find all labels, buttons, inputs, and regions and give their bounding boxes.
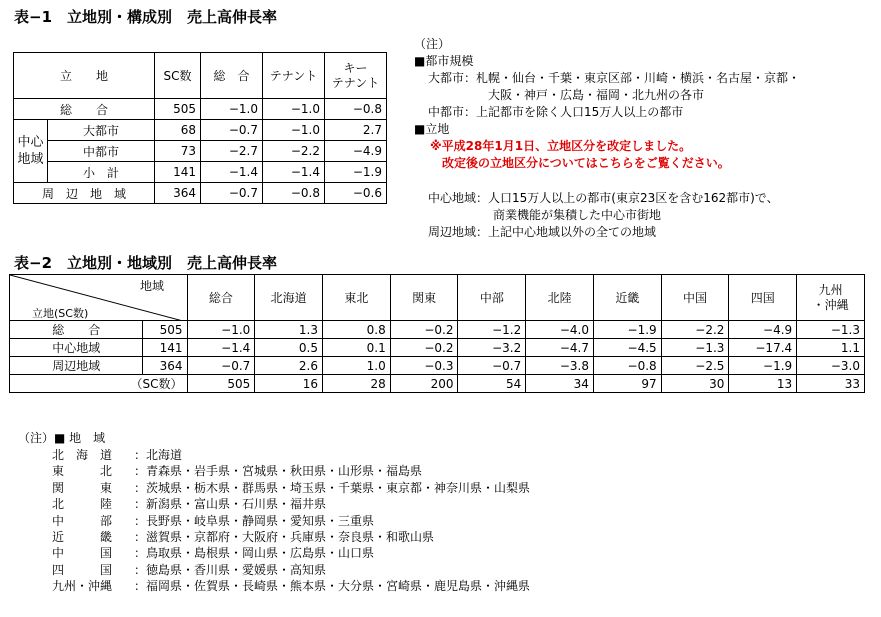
regions-head: （注）■ 地 域 bbox=[18, 431, 106, 445]
region-prefs: 北海道 bbox=[146, 448, 183, 462]
value-cell: 2.6 bbox=[255, 357, 323, 375]
table-row bbox=[10, 339, 865, 357]
sc-row-value: 34 bbox=[526, 375, 594, 393]
table-row bbox=[14, 141, 387, 162]
value-cell: −1.9 bbox=[729, 357, 797, 375]
sc-count: 505 bbox=[143, 321, 187, 339]
list-item: 北 海 道 ：北海道 bbox=[52, 448, 183, 462]
notes-peripheral-area: 周辺地域：上記中心地域以外の全ての地域 bbox=[428, 225, 657, 239]
table1-header-sc: SC数 bbox=[155, 53, 201, 99]
list-item: 関 東 ：茨城県・栃木県・群馬県・埼玉県・千葉県・東京都・神奈川県・山梨県 bbox=[52, 480, 531, 495]
notes-big-city-line2: 大阪・神戸・広島・福岡・北九州の各市 bbox=[488, 88, 705, 102]
sc-row-value: 33 bbox=[797, 375, 865, 393]
value-cell: 0.5 bbox=[255, 339, 323, 357]
sc-row-value: 54 bbox=[458, 375, 526, 393]
table2 bbox=[9, 274, 865, 393]
region-name: 中 部 bbox=[52, 513, 113, 528]
table2-title: 表−2 立地別・地域別 売上高伸長率 bbox=[14, 254, 278, 272]
value-cell: −3.0 bbox=[797, 357, 865, 375]
region-name: 九州・沖縄 bbox=[52, 579, 113, 594]
region-prefs: 鳥取県・島根県・岡山県・広島県・山口県 bbox=[146, 546, 375, 561]
region-prefs: 茨城県・栃木県・群馬県・埼玉県・千葉県・東京都・神奈川県・山梨県 bbox=[146, 480, 531, 495]
value-cell: −1.9 bbox=[593, 321, 661, 339]
region-name: 関 東 bbox=[52, 480, 113, 495]
value-cell: 1.0 bbox=[323, 357, 391, 375]
col-header-kyushu bbox=[797, 275, 865, 321]
value-cell: −1.0 bbox=[187, 321, 255, 339]
notes-head: （注） bbox=[414, 37, 451, 51]
region-name: 東 北 bbox=[52, 464, 113, 479]
value-cell: 0.1 bbox=[323, 339, 391, 357]
row-label: 周 辺 地 域 bbox=[14, 183, 155, 204]
tenant-value: −1.4 bbox=[263, 162, 325, 183]
table1-header-tenant: テナント bbox=[263, 53, 325, 99]
value-cell: −0.8 bbox=[593, 357, 661, 375]
row-label: 大都市 bbox=[48, 120, 155, 141]
list-item: 北 陸 ：新潟県・富山県・石川県・福井県 bbox=[52, 497, 327, 512]
total-value: −1.4 bbox=[201, 162, 263, 183]
region-name: 北 陸 bbox=[52, 497, 113, 512]
row-label: 総 合 bbox=[10, 321, 143, 339]
value-cell: −4.5 bbox=[593, 339, 661, 357]
row-label: 総 合 bbox=[14, 99, 155, 120]
region-prefs: 青森県・岩手県・宮城県・秋田県・山形県・福島県 bbox=[146, 464, 423, 479]
table-row bbox=[10, 321, 865, 339]
value-cell: −0.7 bbox=[187, 357, 255, 375]
row-label: 周辺地域 bbox=[10, 357, 143, 375]
table1-header-key-line1: キー bbox=[343, 60, 368, 75]
region-name: 北 海 道 bbox=[52, 448, 113, 462]
tenant-value: −0.8 bbox=[263, 183, 325, 204]
sc-row-value: 505 bbox=[187, 375, 255, 393]
row-label: 中都市 bbox=[48, 141, 155, 162]
key-tenant-value: −0.6 bbox=[325, 183, 387, 204]
group-label-line2: 地域 bbox=[17, 152, 44, 167]
sc-count: 364 bbox=[155, 183, 201, 204]
table1-header-row bbox=[14, 53, 387, 99]
region-prefs: 新潟県・富山県・石川県・福井県 bbox=[146, 497, 327, 512]
sc-row-value: 200 bbox=[390, 375, 458, 393]
value-cell: −1.3 bbox=[797, 321, 865, 339]
key-tenant-value: 2.7 bbox=[325, 120, 387, 141]
key-tenant-value: −4.9 bbox=[325, 141, 387, 162]
sc-row-value: 30 bbox=[661, 375, 729, 393]
col-header: 北陸 bbox=[526, 275, 594, 321]
list-item: 東 北 ：青森県・岩手県・宮城県・秋田県・山形県・福島県 bbox=[52, 464, 423, 479]
region-name: 四 国 bbox=[52, 562, 113, 577]
tenant-value: −2.2 bbox=[263, 141, 325, 162]
notes-center-area-line2: 商業機能が集積した中心市街地 bbox=[493, 208, 662, 222]
center-area-group-label bbox=[14, 120, 48, 183]
key-tenant-value: −1.9 bbox=[325, 162, 387, 183]
value-cell: −2.2 bbox=[661, 321, 729, 339]
region-name: 近 畿 bbox=[52, 530, 113, 545]
table-row-sc-count bbox=[10, 375, 865, 393]
list-item: 四 国 ：徳島県・香川県・愛媛県・高知県 bbox=[52, 562, 327, 577]
list-item: 中 部 ：長野県・岐阜県・静岡県・愛知県・三重県 bbox=[52, 513, 375, 528]
sc-count: 141 bbox=[155, 162, 201, 183]
sc-row-value: 28 bbox=[323, 375, 391, 393]
table2-header-row bbox=[10, 275, 865, 321]
value-cell: 0.8 bbox=[323, 321, 391, 339]
value-cell: −0.7 bbox=[458, 357, 526, 375]
list-item: 中 国 ：鳥取県・島根県・岡山県・広島県・山口県 bbox=[52, 546, 375, 561]
value-cell: −1.2 bbox=[458, 321, 526, 339]
value-cell: −1.4 bbox=[187, 339, 255, 357]
table1-header-total: 総 合 bbox=[201, 53, 263, 99]
region-prefs: 長野県・岐阜県・静岡県・愛知県・三重県 bbox=[146, 513, 375, 528]
corner-location-label: 立地(SC数) bbox=[32, 307, 89, 320]
value-cell: −4.9 bbox=[729, 321, 797, 339]
col-header: 中国 bbox=[661, 275, 729, 321]
table-row bbox=[14, 99, 387, 120]
region-name: 中 国 bbox=[52, 546, 113, 561]
sc-count: 73 bbox=[155, 141, 201, 162]
notes-revision-link[interactable]: 改定後の立地区分についてはこちらをご覧ください。 bbox=[442, 156, 730, 170]
sc-count: 141 bbox=[143, 339, 187, 357]
col-header: 東北 bbox=[323, 275, 391, 321]
row-label: 小 計 bbox=[48, 162, 155, 183]
list-item: 九州・沖縄 ：福岡県・佐賀県・長崎県・熊本県・大分県・宮崎県・鹿児島県・沖縄県 bbox=[52, 579, 531, 594]
value-cell: −2.5 bbox=[661, 357, 729, 375]
table-row bbox=[14, 183, 387, 204]
total-value: −2.7 bbox=[201, 141, 263, 162]
notes-center-area-line1: 中心地域：人口15万人以上の都市(東京23区を含む162都市)で、 bbox=[428, 191, 779, 205]
table1-header-location: 立 地 bbox=[14, 53, 155, 99]
list-item: 近 畿 ：滋賀県・京都府・大阪府・兵庫県・奈良県・和歌山県 bbox=[52, 530, 435, 545]
group-label-line1: 中心 bbox=[17, 135, 44, 150]
table-row bbox=[14, 120, 387, 141]
table1-header-key-line2: テナント bbox=[331, 75, 380, 90]
table1-title: 表−1 立地別・構成別 売上高伸長率 bbox=[14, 8, 278, 26]
table2-corner-cell bbox=[10, 275, 188, 321]
region-prefs: 滋賀県・京都府・大阪府・兵庫県・奈良県・和歌山県 bbox=[146, 530, 435, 545]
value-cell: −4.0 bbox=[526, 321, 594, 339]
col-header: 四国 bbox=[729, 275, 797, 321]
value-cell: −4.7 bbox=[526, 339, 594, 357]
col-header: 中部 bbox=[458, 275, 526, 321]
sc-row-value: 97 bbox=[593, 375, 661, 393]
key-tenant-value: −0.8 bbox=[325, 99, 387, 120]
col-header-kyushu-line1: 九州 bbox=[818, 282, 843, 297]
notes-location: ■立地 bbox=[414, 122, 450, 136]
value-cell: 1.1 bbox=[797, 339, 865, 357]
region-prefs: 徳島県・香川県・愛媛県・高知県 bbox=[146, 562, 327, 577]
tenant-value: −1.0 bbox=[263, 99, 325, 120]
region-prefs: 福岡県・佐賀県・長崎県・熊本県・大分県・宮崎県・鹿児島県・沖縄県 bbox=[146, 579, 531, 594]
sc-row-label: （SC数） bbox=[10, 375, 188, 393]
value-cell: −0.3 bbox=[390, 357, 458, 375]
col-header: 近畿 bbox=[593, 275, 661, 321]
sc-count: 505 bbox=[155, 99, 201, 120]
col-header-kyushu-line2: ・沖縄 bbox=[812, 297, 849, 312]
notes-city-scale: ■都市規模 bbox=[414, 54, 474, 68]
corner-region-label: 地域 bbox=[140, 279, 165, 293]
total-value: −0.7 bbox=[201, 183, 263, 204]
sc-count: 68 bbox=[155, 120, 201, 141]
sc-row-value: 13 bbox=[729, 375, 797, 393]
value-cell: −17.4 bbox=[729, 339, 797, 357]
total-value: −1.0 bbox=[201, 99, 263, 120]
region-list bbox=[52, 447, 530, 595]
value-cell: −3.2 bbox=[458, 339, 526, 357]
sc-row-value: 16 bbox=[255, 375, 323, 393]
table1 bbox=[13, 52, 387, 204]
col-header: 北海道 bbox=[255, 275, 323, 321]
table-row bbox=[14, 162, 387, 183]
table-row bbox=[10, 357, 865, 375]
notes-mid-city: 中都市：上記都市を除く人口15万人以上の都市 bbox=[428, 105, 684, 119]
sc-count: 364 bbox=[143, 357, 187, 375]
tenant-value: −1.0 bbox=[263, 120, 325, 141]
table1-header-key-tenant bbox=[325, 53, 387, 99]
value-cell: −1.3 bbox=[661, 339, 729, 357]
notes-revision-notice: ※平成28年1月1日、立地区分を改定しました。 bbox=[430, 139, 692, 153]
value-cell: −3.8 bbox=[526, 357, 594, 375]
col-header: 関東 bbox=[390, 275, 458, 321]
col-header: 総合 bbox=[187, 275, 255, 321]
value-cell: −0.2 bbox=[390, 339, 458, 357]
row-label: 中心地域 bbox=[10, 339, 143, 357]
value-cell: 1.3 bbox=[255, 321, 323, 339]
value-cell: −0.2 bbox=[390, 321, 458, 339]
total-value: −0.7 bbox=[201, 120, 263, 141]
notes-big-city-line1: 大都市：札幌・仙台・千葉・東京区部・川崎・横浜・名古屋・京都・ bbox=[428, 71, 801, 85]
